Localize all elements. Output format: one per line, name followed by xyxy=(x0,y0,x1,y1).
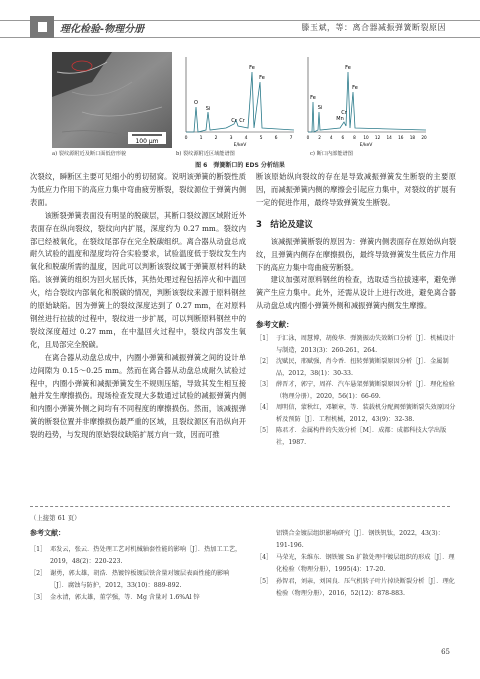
reference-text: 孙智君，刘亲，刘国良．压气机转子叶片掉块断裂分析［J］．理化检验（物理分册），2016，52(12)：878-883. xyxy=(276,578,455,597)
x-tick-label: 3 xyxy=(229,136,233,141)
reference-number: ［1］ xyxy=(30,546,47,553)
x-tick-label: 0 xyxy=(306,135,310,140)
panel-b-label: b) 裂纹源附近区域能谱图 xyxy=(176,151,235,157)
figure-panel-c xyxy=(300,52,430,156)
reference-text: 沈赋民，邢赋强，肖今香．扭转弹簧断裂原因分析［J］．金属制品，2012，38(1)：30-33. xyxy=(276,358,449,377)
reference-text: 金永清，郭太雄，董学强，等．Mg 含量对 1.6%Al 锌 xyxy=(50,594,200,601)
x-tick-label: 2 xyxy=(214,136,218,141)
x-tick-label: 5 xyxy=(259,136,263,141)
reference-item xyxy=(256,402,456,425)
x-axis-unit: E/keV xyxy=(233,143,247,148)
page-number: 65 xyxy=(441,648,450,656)
figure-caption: 图 6 弹簧断口的 EDS 分析结果 xyxy=(195,162,285,169)
reference-text: 陈君才．金属构件的失效分析［M］．成都：成都科技大学出版社，1987. xyxy=(276,427,447,446)
x-tick-label: 6 xyxy=(341,135,345,140)
panel-a-label: a) 裂纹源附近及断口面低倍形貌 xyxy=(52,151,127,157)
reference-number: ［4］ xyxy=(256,554,273,561)
x-tick-label: 18 xyxy=(409,135,416,140)
x-tick-label: 20 xyxy=(421,135,427,140)
reference-text: 薛晋才，郭宁，周祥．汽车悬架弹簧断裂原因分析［J］．理化检验（物理分册），2020，56(1)：66-69. xyxy=(276,381,455,400)
section-divider xyxy=(30,506,450,507)
reference-item xyxy=(256,528,456,552)
fracture-micrograph xyxy=(52,52,172,148)
body-paragraph: 建议加强对原料钢丝的检查，选取适当拉拔速率，避免弹簧产生应力集中。此外，还需从设计上进行改进，避免离合器从动盘总成内圈小弹簧外侧和减振弹簧内侧发生摩擦。 xyxy=(256,275,456,311)
bottom-left-refs xyxy=(30,528,244,604)
peak-label: O xyxy=(194,100,198,106)
reference-number: ［3］ xyxy=(30,594,47,601)
reference-text: 于汇泳，周慧博，胡俊华．弹簧振动失效断口分析［J］．机械设计与制造，2013(3)：260-261，264. xyxy=(276,335,455,354)
running-title: 滕玉斌，等：离合器减振弹簧断裂原因 xyxy=(301,23,446,32)
x-tick-label: 0 xyxy=(184,136,188,141)
reference-text: 马荣光，朱维东．钢铁镀 Sn 扩散处理中镀层组织的形成［J］．理化检验（物理分册），1995(4)：17-20. xyxy=(276,554,455,573)
panel-c-label: c) 断口内部能谱图 xyxy=(310,151,353,157)
peak-label: Si xyxy=(205,106,211,112)
reference-text: 铝镁合金镀层组织影响研究［J］．钢铁钒钛，2022，43(3)：191-196. xyxy=(276,530,444,549)
x-tick-label: 14 xyxy=(386,135,392,140)
peak-label: Fe xyxy=(259,75,265,81)
body-paragraph: 在离合器从动盘总成中，内圈小弹簧和减振弹簧之间的设计单边间隙为 0.15～0.25 mm。然而在离合器从动盘总成耐久试验过程中，内圈小弹簧和减振弹簧发生不规则压缩，导致其发生相互接触并发生摩擦损伤。现场检查发现大多数通过试验的减振弹簧内侧和内圈小弹簧外侧之间均有不同程度的摩擦损伤。然而，该减振弹簧的断裂位置并非摩擦损伤最严重的区域，且裂纹源区有沿纵向开裂的趋势，与发现的原始裂纹缺陷扩展方向一致，因而可推 xyxy=(30,352,246,440)
eds-spectrum-b xyxy=(176,52,298,148)
x-tick-label: 16 xyxy=(398,135,404,140)
peak-label: Fe xyxy=(345,65,351,71)
reference-text: 邓发云，张云．热处理工艺对机械轴套性能的影响［J］．热加工工艺，2019，48(2)：220-223. xyxy=(50,546,242,565)
reference-text: 谢勇，郭太雄，胡浩．热镀锌板镀层铁含量对镀层表面性能的影响［J］．腐蚀与防护，2012，33(10)：889-892. xyxy=(50,570,230,589)
body-paragraph: 次裂纹，瞬断区主要可见细小的剪切韧窝。说明该弹簧的断裂性质为低应力作用下的高应力集中弯曲疲劳断裂，裂纹源位于弹簧内侧表面。 xyxy=(30,172,246,207)
x-tick-label: 12 xyxy=(374,135,381,140)
reference-item xyxy=(256,552,456,576)
left-column xyxy=(30,171,246,442)
reference-number: ［4］ xyxy=(256,404,273,412)
references-title: 参考文献： xyxy=(30,529,65,537)
peak-label: Si xyxy=(317,105,323,111)
references-title: 参考文献： xyxy=(256,320,294,330)
right-column xyxy=(256,171,456,448)
x-tick-label: 8 xyxy=(353,135,356,140)
peak-label: Fe xyxy=(352,85,358,91)
x-tick-label: 7 xyxy=(289,136,293,141)
body-paragraph: 断该原始纵向裂纹的存在是导致减振弹簧发生断裂的主要原因，而减振弹簧内侧的摩擦会引起应力集中，对裂纹的扩展有一定的促进作用，最终导致弹簧发生断裂。 xyxy=(256,172,456,207)
body-paragraph: 该断裂弹簧表面没有明显的脱碳层，其断口裂纹源区域附近外表面存在纵向裂纹，裂纹向内扩展，深度约为 0.27 mm。裂纹内部已经被氧化，在裂纹尾部存在完全脱碳组织。离合器从动盘总成耐久试验的温度和湿度均符合实验要求，试验温度低于裂纹发生内氧化和脱碳所需的温度，因此可以判断该裂纹属于弹簧原材料的缺陷。该弹簧的组织为回火屈氏体，其热处理过程包括淬火和中温回火，结合裂纹内部氧化和脱碳的情况，判断该裂纹来源于原料钢丝的原始缺陷。因为弹簧上的裂纹深度达到了 0.27 mm，在对原料钢丝进行拉拔的过程中，裂纹进一步扩展，可以判断原料钢丝中的裂纹深度超过 0.27 mm，在中温回火过程中，裂纹内部发生氧化，且局部完全脱碳。 xyxy=(30,210,246,349)
reference-item xyxy=(256,333,456,356)
peak-label: Fe xyxy=(249,65,255,71)
reference-number: ［3］ xyxy=(256,381,273,389)
reference-item xyxy=(30,568,244,592)
reference-number: ［2］ xyxy=(30,570,47,577)
x-tick-label: 10 xyxy=(363,135,369,140)
section-title: 3 结论及建议 xyxy=(256,219,313,230)
reference-item xyxy=(30,544,244,568)
reference-item xyxy=(256,356,456,379)
reference-text: 周明信，蒙秋红，邓颖章，等．装载机分配阀弹簧断裂失效原因分析及预防［J］．工程机械，2012，43(9)：32-38. xyxy=(276,404,456,423)
journal-name: 理化检验-物理分册 xyxy=(60,24,145,35)
peak-label: Cr xyxy=(231,118,237,124)
x-tick-label: 2 xyxy=(318,135,321,140)
figure-panel-b xyxy=(176,52,298,156)
reference-number: ［2］ xyxy=(256,358,273,366)
reference-item xyxy=(256,425,456,448)
x-tick-label: 1 xyxy=(199,136,203,141)
reference-item xyxy=(256,576,456,600)
page-header xyxy=(0,0,480,44)
reference-number: ［5］ xyxy=(256,427,273,435)
peak-label: Mn xyxy=(336,116,344,122)
peak-label: Cr xyxy=(341,110,347,116)
bottom-right-refs xyxy=(256,528,456,600)
continued-note: （上接第 61 页） xyxy=(30,514,81,522)
x-axis-unit: E/keV xyxy=(359,143,373,148)
peak-label: Cr xyxy=(239,118,245,124)
x-tick-label: 4 xyxy=(244,136,248,141)
peak-label: Fe xyxy=(310,95,316,101)
reference-item xyxy=(30,592,244,604)
eds-spectrum-c xyxy=(300,52,430,148)
reference-number: ［5］ xyxy=(256,578,273,585)
figure-panel-a xyxy=(52,52,172,156)
reference-number: ［1］ xyxy=(256,335,273,343)
x-tick-label: 4 xyxy=(329,135,333,140)
reference-item xyxy=(256,379,456,402)
body-paragraph: 该减振弹簧断裂的原因为：弹簧内侧表面存在原始纵向裂纹，且弹簧内侧存在摩擦损伤，最终导致弹簧发生低应力作用下的高应力集中弯曲疲劳断裂。 xyxy=(256,236,456,272)
scale-bar-label: 100 μm xyxy=(135,138,159,145)
x-tick-label: 6 xyxy=(274,136,278,141)
reference-number xyxy=(256,528,276,552)
journal-logo-cut xyxy=(38,22,47,32)
